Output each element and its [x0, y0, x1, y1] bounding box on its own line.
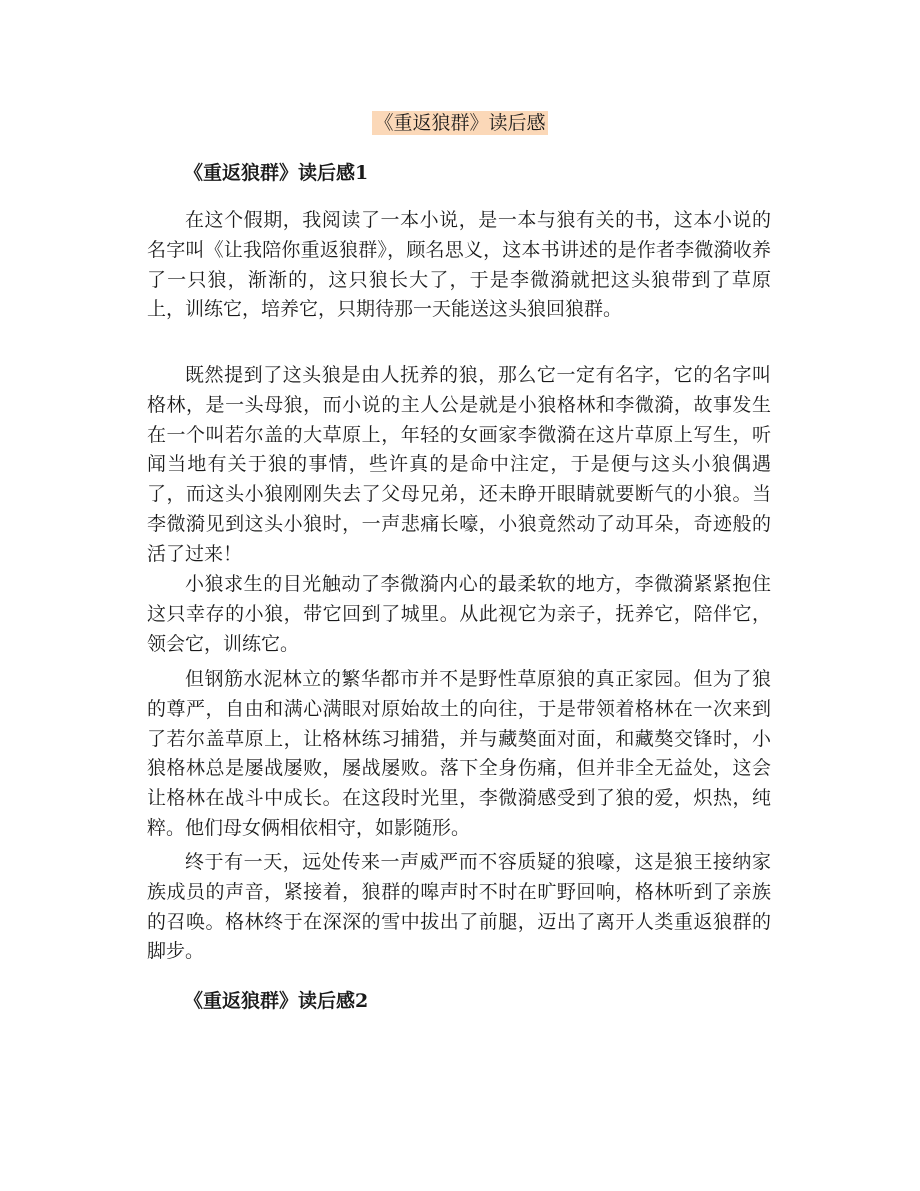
paragraph-5: 终于有一天，远处传来一声威严而不容质疑的狼嚎，这是狼王接纳家族成员的声音，紧接着，狼群的嗥声时不时在旷野回响，格林听到了亲族的召唤。格林终于在深深的雪中拔出了前腿，迈出了离开人类重返狼群的脚步。 [147, 851, 771, 963]
document-title-text: 《重返狼群》读后感 [374, 112, 546, 134]
section-heading-2: 《重返狼群》读后感2 [184, 990, 369, 1012]
paragraph-4: 但钢筋水泥林立的繁华都市并不是野性草原狼的真正家园。但为了狼的尊严，自由和满心满眼对原始故土的向往，于是带领着格林在一次来到了若尔盖草原上，让格林练习捕猎，并与藏獒面对面，和藏獒交锋时，小狼格林总是屡战屡败，屡战屡败。落下全身伤痛，但并非全无益处，这会让格林在战斗中成长。在这段时光里，李微漪感受到了狼的爱，炽热，纯粹。他们母女俩相依相守，如影随形。 [147, 668, 771, 839]
paragraph-2: 既然提到了这头狼是由人抚养的狼，那么它一定有名字，它的名字叫格林，是一头母狼，而小说的主人公是就是小狼格林和李微漪，故事发生在一个叫若尔盖的大草原上，年轻的女画家李微漪在这片草原上写生，听闻当地有关于狼的事情，些许真的是命中注定，于是便与这头小狼偶遇了，而这头小狼刚刚失去了父母兄弟，还未睁开眼睛就要断气的小狼。当李微漪见到这头小狼时，一声悲痛长嚎，小狼竟然动了动耳朵，奇迹般的活了过来！ [147, 364, 771, 565]
paragraph-3: 小狼求生的目光触动了李微漪内心的最柔软的地方，李微漪紧紧抱住这只幸存的小狼，带它回到了城里。从此视它为亲子，抚养它，陪伴它，领会它，训练它。 [147, 573, 771, 655]
section-heading-1: 《重返狼群》读后感1 [184, 162, 369, 184]
paragraph-1: 在这个假期，我阅读了一本小说，是一本与狼有关的书，这本小说的名字叫《让我陪你重返狼群》，顾名思义，这本书讲述的是作者李微漪收养了一只狼，渐渐的，这只狼长大了，于是李微漪就把这头狼带到了草原上，训练它，培养它，只期待那一天能送这头狼回狼群。 [147, 209, 771, 321]
document-title [0, 108, 920, 138]
